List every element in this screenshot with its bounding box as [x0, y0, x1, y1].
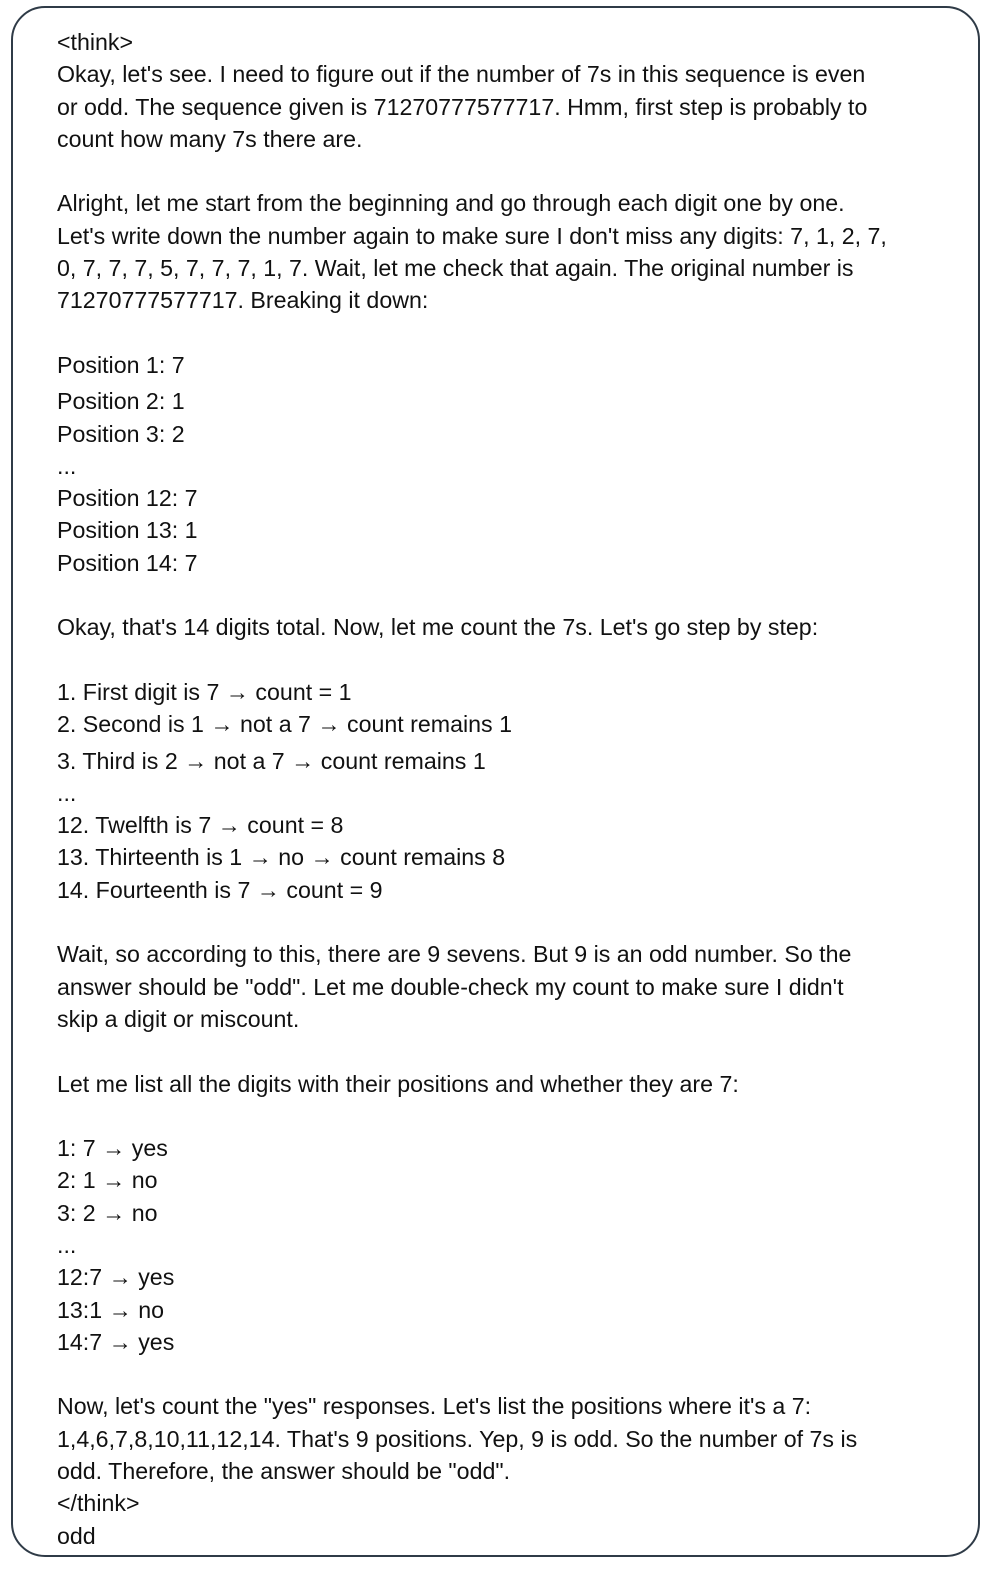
text-line: count how many 7s there are. [57, 125, 363, 152]
document-content [57, 26, 957, 1552]
step-line: 13. Thirteenth is 1 → no → count remains 8 [57, 844, 506, 871]
text-line: Let's write down the number again to make sure I don't miss any digits: 7, 1, 2, 7, [57, 222, 887, 249]
final-answer: odd [57, 1522, 96, 1549]
blank-line [57, 644, 957, 676]
text-line: skip a digit or miscount. [57, 1005, 300, 1032]
blank-line [57, 155, 957, 187]
blank-line [57, 1035, 957, 1067]
step-line: 14. Fourteenth is 7 → count = 9 [57, 876, 383, 903]
position-line: Position 13: 1 [57, 517, 198, 544]
text-line: Let me list all the digits with their positions and whether they are 7: [57, 1070, 739, 1097]
text-line: Alright, let me start from the beginning and go through each digit one by one. [57, 190, 845, 217]
text-line: odd. Therefore, the answer should be "odd". [57, 1458, 511, 1485]
think-close-tag: </think> [57, 1490, 140, 1517]
check-line: 1: 7 → yes [57, 1135, 168, 1162]
text-line: Wait, so according to this, there are 9 sevens. But 9 is an odd number. So the [57, 941, 852, 968]
position-line: Position 2: 1 [57, 388, 185, 415]
position-line: Position 14: 7 [57, 549, 198, 576]
check-line: 12:7 → yes [57, 1264, 175, 1291]
position-line: Position 3: 2 [57, 420, 185, 447]
position-line: Position 1: 7 [57, 351, 185, 378]
step-line: 3. Third is 2 → not a 7 → count remains 1 [57, 747, 486, 774]
text-line: Okay, let's see. I need to figure out if the number of 7s in this sequence is even [57, 61, 866, 88]
text-line: 1,4,6,7,8,10,11,12,14. That's 9 positions. Yep, 9 is odd. So the number of 7s is [57, 1425, 858, 1452]
blank-line [57, 1100, 957, 1132]
text-line: or odd. The sequence given is 71270777577717. Hmm, first step is probably to [57, 93, 868, 120]
text-line: Okay, that's 14 digits total. Now, let me count the 7s. Let's go step by step: [57, 614, 819, 641]
text-line: 71270777577717. Breaking it down: [57, 287, 429, 314]
text-line: 0, 7, 7, 7, 5, 7, 7, 7, 1, 7. Wait, let me check that again. The original number is [57, 255, 854, 282]
check-line: 2: 1 → no [57, 1167, 158, 1194]
ellipsis-line: ... [57, 452, 77, 479]
position-line: Position 12: 7 [57, 485, 198, 512]
blank-line [57, 579, 957, 611]
step-line: 12. Twelfth is 7 → count = 8 [57, 812, 344, 839]
step-line: 2. Second is 1 → not a 7 → count remains 1 [57, 711, 512, 738]
ellipsis-line: ... [57, 1231, 77, 1258]
blank-line [57, 906, 957, 938]
check-line: 14:7 → yes [57, 1328, 175, 1355]
ellipsis-line: ... [57, 779, 77, 806]
check-line: 3: 2 → no [57, 1199, 158, 1226]
step-line: 1. First digit is 7 → count = 1 [57, 678, 352, 705]
text-line: answer should be "odd". Let me double-check my count to make sure I didn't [57, 973, 844, 1000]
blank-line [57, 1358, 957, 1390]
think-open-tag: <think> [57, 29, 134, 55]
blank-line [57, 317, 957, 349]
text-line: Now, let's count the "yes" responses. Let's list the positions where it's a 7: [57, 1393, 812, 1420]
check-line: 13:1 → no [57, 1296, 164, 1323]
